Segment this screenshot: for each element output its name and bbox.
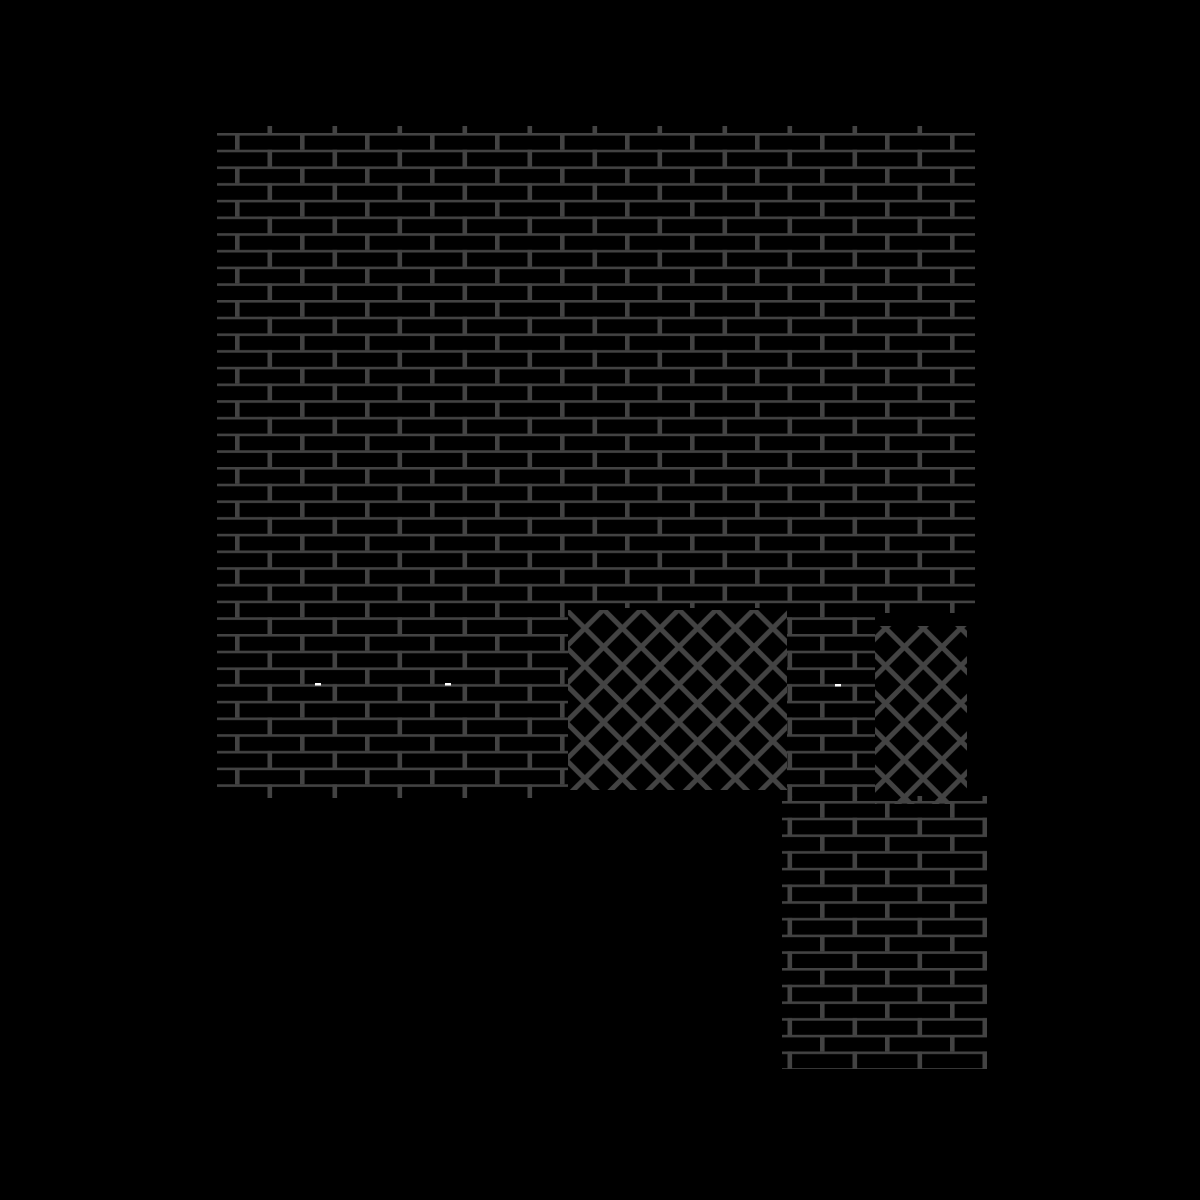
brick-stub-strip-region (875, 608, 967, 613)
crosshatch-left-region (568, 610, 787, 790)
brick-upper-region (217, 126, 975, 608)
white-dash-1-marker (315, 683, 321, 686)
brick-lower-mid-region (787, 608, 875, 798)
white-dash-2-marker (445, 683, 451, 686)
brick-lower-left-region (217, 608, 568, 798)
crosshatch-right-region (875, 626, 967, 804)
white-dash-3-marker (835, 684, 841, 687)
brick-bottom-right-region (782, 796, 987, 1069)
